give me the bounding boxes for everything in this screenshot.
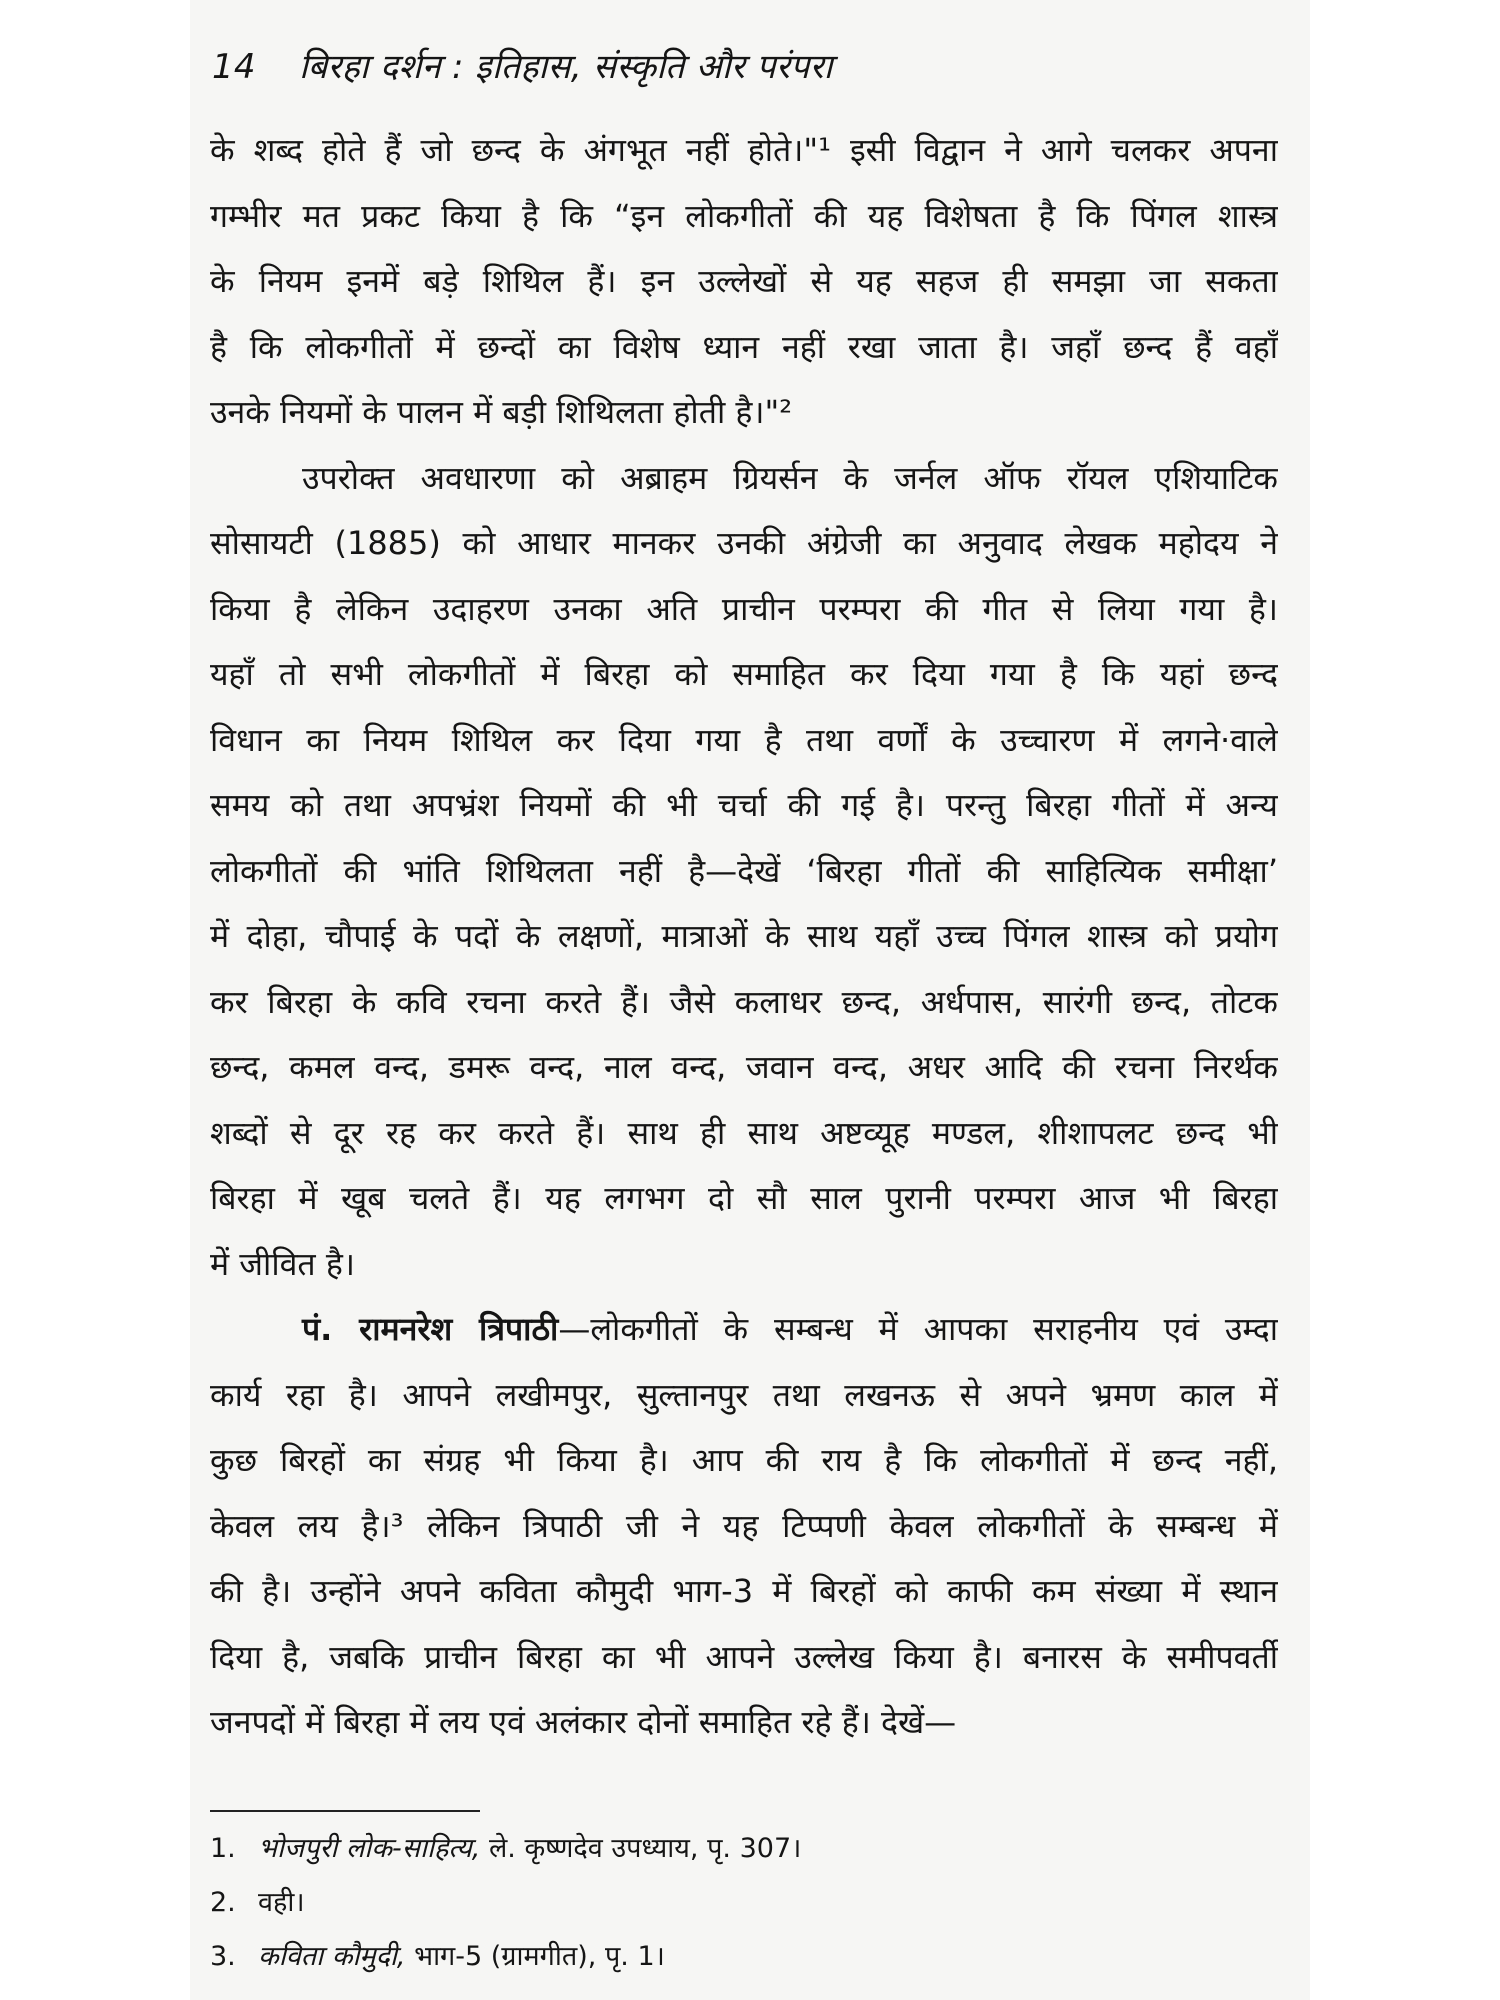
- text-line: में जीवित है।: [210, 1244, 355, 1283]
- footnote-title: भोजपुरी लोक-साहित्य,: [258, 1833, 481, 1864]
- running-header: [212, 42, 833, 88]
- footnote: [210, 1930, 1270, 1984]
- book-page: [190, 0, 1310, 2000]
- text-line: बिरहा में खूब चलते हैं। यह लगभग दो सौ साल पुरानी परम्परा आज भी बिरहा: [210, 1179, 1278, 1217]
- footnote-number: 2.: [210, 1887, 236, 1918]
- footnote-text: ले. कृष्णदेव उपध्याय, पृ. 307।: [480, 1833, 802, 1864]
- text-line: जनपदों में बिरहा में लय एवं अलंकार दोनों समाहित रहे हैं। देखें—: [210, 1703, 957, 1741]
- text-line: में दोहा, चौपाई के पदों के लक्षणों, मात्राओं के साथ यहाँ उच्च पिंगल शास्त्र को प्रयोग: [210, 917, 1278, 955]
- book-title: बिरहा दर्शन : इतिहास, संस्कृति और परंपरा: [298, 47, 833, 87]
- footnotes: [210, 1822, 1270, 1984]
- text-line: छन्द, कमल वन्द, डमरू वन्द, नाल वन्द, जवान वन्द, अधर आदि की रचना निरर्थक: [210, 1048, 1278, 1086]
- footnote-number: 3.: [210, 1941, 236, 1972]
- footnote-number: 1.: [210, 1833, 236, 1864]
- lead-text: —लोकगीतों के सम्बन्ध में आपका सराहनीय एवं उम्दा: [558, 1310, 1278, 1348]
- text-line: समय को तथा अपभ्रंश नियमों की भी चर्चा की गई है। परन्तु बिरहा गीतों में अन्य: [210, 786, 1278, 824]
- footnote-title: कविता कौमुदी,: [258, 1941, 406, 1972]
- text-line: की है। उन्होंने अपने कविता कौमुदी भाग-3 में बिरहों को काफी कम संख्या में स्थान: [210, 1572, 1278, 1610]
- footnote-separator: [210, 1810, 480, 1812]
- footnote-text: भाग-5 (ग्रामगीत), पृ. 1।: [405, 1941, 665, 1972]
- text-line: उपरोक्त अवधारणा को अब्राहम ग्रियर्सन के जर्नल ऑफ रॉयल एशियाटिक: [302, 458, 1278, 497]
- author-name: पं. रामनरेश त्रिपाठी: [302, 1310, 559, 1348]
- text-line: कर बिरहा के कवि रचना करते हैं। जैसे कलाधर छन्द, अर्धपास, सारंगी छन्द, तोटक: [210, 982, 1278, 1021]
- footnote: [210, 1822, 1270, 1876]
- text-line: सोसायटी (1885) को आधार मानकर उनकी अंग्रेजी का अनुवाद लेखक महोदय ने: [210, 524, 1278, 562]
- text-line: उनके नियमों के पालन में बड़ी शिथिलता होती है।"²: [210, 393, 793, 431]
- footnote-text: वही।: [258, 1887, 305, 1918]
- text-line: यहाँ तो सभी लोकगीतों में बिरहा को समाहित कर दिया गया है कि यहां छन्द: [210, 655, 1278, 693]
- text-line: दिया है, जबकि प्राचीन बिरहा का भी आपने उल्लेख किया है। बनारस के समीपवर्ती: [210, 1637, 1278, 1676]
- text-line: कुछ बिरहों का संग्रह भी किया है। आप की राय है कि लोकगीतों में छन्द नहीं,: [210, 1441, 1278, 1479]
- text-line: लोकगीतों की भांति शिथिलता नहीं है—देखें ‘बिरहा गीतों की साहित्यिक समीक्षा’: [210, 851, 1278, 890]
- text-line: केवल लय है।³ लेकिन त्रिपाठी जी ने यह टिप्पणी केवल लोकगीतों के सम्बन्ध में: [210, 1506, 1278, 1545]
- text-line: विधान का नियम शिथिल कर दिया गया है तथा वर्णों के उच्चारण में लगने·वाले: [210, 720, 1278, 759]
- main-text: [210, 118, 1278, 1756]
- text-line: [210, 1297, 1278, 1363]
- text-line: के शब्द होते हैं जो छन्द के अंगभूत नहीं होते।"¹ इसी विद्वान ने आगे चलकर अपना: [210, 131, 1278, 169]
- text-line: के नियम इनमें बड़े शिथिल हैं। इन उल्लेखों से यह सहज ही समझा जा सकता: [210, 262, 1278, 300]
- text-line: कार्य रहा है। आपने लखीमपुर, सुल्तानपुर तथा लखनऊ से अपने भ्रमण काल में: [210, 1375, 1278, 1414]
- text-line: शब्दों से दूर रह कर करते हैं। साथ ही साथ अष्टव्यूह मण्डल, शीशापलट छन्द भी: [210, 1113, 1278, 1152]
- text-line: किया है लेकिन उदाहरण उनका अति प्राचीन परम्परा की गीत से लिया गया है।: [210, 589, 1278, 628]
- footnote: [210, 1876, 1270, 1930]
- page-number: 14: [212, 47, 256, 87]
- text-line: है कि लोकगीतों में छन्दों का विशेष ध्यान नहीं रखा जाता है। जहाँ छन्द हैं वहाँ: [210, 327, 1278, 366]
- text-line: गम्भीर मत प्रकट किया है कि “इन लोकगीतों की यह विशेषता है कि पिंगल शास्त्र: [210, 196, 1278, 235]
